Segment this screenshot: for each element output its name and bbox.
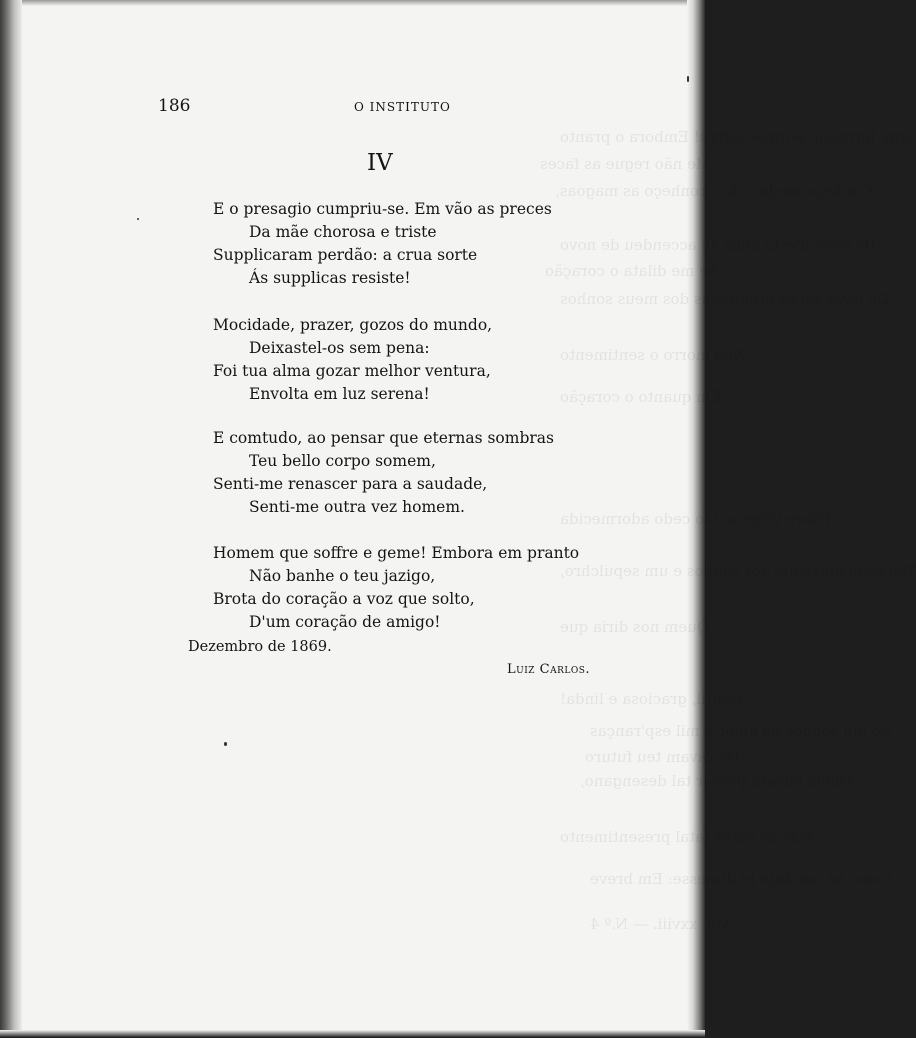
verse-line: Teu bello corpo somem, xyxy=(249,452,436,470)
verse-line: D'um coração de amigo! xyxy=(249,613,441,631)
verse-line: E o presagio cumpriu-se. Em vão as preces xyxy=(213,200,552,218)
verse-line: Envolta em luz serena! xyxy=(249,385,430,403)
running-title: O INSTITUTO xyxy=(354,100,451,114)
verse-line: Ás supplicas resiste! xyxy=(249,269,411,287)
verse-line: Foi tua alma gozar melhor ventura, xyxy=(213,362,491,380)
ink-speck xyxy=(224,742,227,746)
page-number: 186 xyxy=(158,96,191,116)
page-outer-edge xyxy=(687,0,705,1038)
page-bottom-edge xyxy=(0,1030,705,1038)
ink-speck xyxy=(137,218,139,220)
verse-line: Homem que soffre e geme! Embora em pranto xyxy=(213,544,580,562)
verse-line: Mocidade, prazer, gozos do mundo, xyxy=(213,316,493,334)
author-signature: Luiz Carlos. xyxy=(507,662,591,677)
verse-line: Supplicaram perdão: a crua sorte xyxy=(213,246,478,264)
ink-speck xyxy=(687,76,689,82)
poem-date: Dezembro de 1869. xyxy=(188,639,332,655)
verse-line: Senti-me outra vez homem. xyxy=(249,498,465,516)
verse-line: Senti-me renascer para a saudade, xyxy=(213,475,488,493)
page-gutter-edge xyxy=(0,0,22,1038)
section-numeral: IV xyxy=(367,150,393,176)
verse-line: Da mãe chorosa e triste xyxy=(249,223,437,241)
verse-line: Não banhe o teu jazigo, xyxy=(249,567,436,585)
verse-line: E comtudo, ao pensar que eternas sombras xyxy=(213,429,554,447)
page-top-edge xyxy=(0,0,705,6)
verse-line: Brota do coração a voz que solto, xyxy=(213,590,475,608)
bleed-through-texture: Sim, formosa, porque sofres! Embora o pranto Me não regue as faces Conheço ainda a dor, conheço as magoas, De novo n'esta alma se accendeu de novo Se me dilata o coração De novo sei as promessas dos meus sonhos Não morro o sentimento Em quanto o coração Pobre virgem, tão cedo adormecida Tão cedo entregue aos sonhos e um sepulchro, Quem nos diria que Gentil, graciosa e linda! Se mil sonhos de amor e mil esp'ranças Doiravam teu futuro Quem ousara prever tal desengano, Mas às vezes presentimento Como se um Anjo te dissesse: Em breve Vol. xxviii. — N.º 4 xyxy=(540,128,916,933)
verse-line: Deixastel-os sem pena: xyxy=(249,339,430,357)
